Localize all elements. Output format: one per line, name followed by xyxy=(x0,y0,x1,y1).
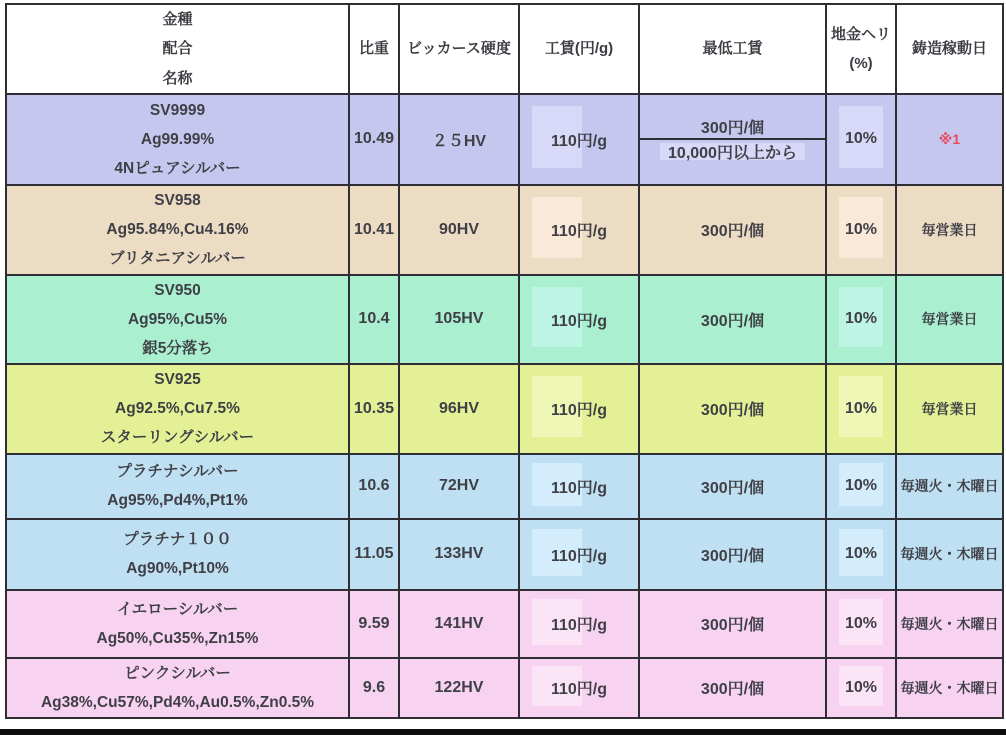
wage-cell: 110円/g xyxy=(519,185,639,275)
metal-composition: Ag38%,Cu57%,Pd4%,Au0.5%,Zn0.5% xyxy=(40,693,315,711)
metal-code: SV925 xyxy=(154,371,201,389)
metal-composition: Ag99.99% xyxy=(140,130,215,148)
metal-composition: Ag95%,Pd4%,Pt1% xyxy=(107,492,248,510)
casting-days-cell: 毎週火・木曜日 xyxy=(896,658,1003,718)
metal-name-cell xyxy=(6,364,349,454)
table-row-pink-silver xyxy=(6,658,1003,718)
table-row-sv9999 xyxy=(6,94,1003,185)
vickers-hardness-cell: 90HV xyxy=(399,185,519,275)
vickers-hardness-cell: 96HV xyxy=(399,364,519,454)
table-row-sv950 xyxy=(6,275,1003,364)
header-metal-line: 金種 xyxy=(162,11,193,28)
min-wage-cell-split xyxy=(639,94,826,185)
vickers-hardness-cell: ２５HV xyxy=(399,94,519,185)
specific-gravity-cell: 11.05 xyxy=(349,519,399,590)
header-min-wage: 最低工賃 xyxy=(639,4,826,94)
metal-name-cell xyxy=(6,185,349,275)
casting-days-cell: 毎営業日 xyxy=(896,185,1003,275)
header-row xyxy=(6,4,1003,94)
metal-loss-cell: 10% xyxy=(826,364,896,454)
header-vickers-hardness: ビッカース硬度 xyxy=(399,4,519,94)
metal-name: 銀5分落ち xyxy=(142,339,213,357)
specific-gravity-cell: 10.41 xyxy=(349,185,399,275)
metal-loss-cell: 10% xyxy=(826,454,896,519)
metal-name: 4Nピュアシルバー xyxy=(114,159,241,177)
specific-gravity-cell: 10.35 xyxy=(349,364,399,454)
specific-gravity-cell: 10.4 xyxy=(349,275,399,364)
specific-gravity-cell: 10.49 xyxy=(349,94,399,185)
metal-loss-cell: 10% xyxy=(826,590,896,658)
metal-pricing-table xyxy=(5,3,1004,719)
wage-cell: 110円/g xyxy=(519,658,639,718)
wage-cell: 110円/g xyxy=(519,94,639,185)
vickers-hardness-cell: 122HV xyxy=(399,658,519,718)
metal-name-cell xyxy=(6,590,349,658)
casting-days-cell: 毎営業日 xyxy=(896,364,1003,454)
metal-loss-cell: 10% xyxy=(826,275,896,364)
metal-name-cell xyxy=(6,658,349,718)
metal-code: SV958 xyxy=(154,192,201,210)
metal-composition: Ag95.84%,Cu4.16% xyxy=(106,221,249,239)
header-metal-loss-line1: 地金ヘリ xyxy=(830,25,891,43)
metal-name-cell xyxy=(6,275,349,364)
min-wage-cell: 300円/個 xyxy=(639,454,826,519)
min-wage-cell: 300円/個 xyxy=(639,364,826,454)
wage-cell: 110円/g xyxy=(519,364,639,454)
min-wage-cell: 300円/個 xyxy=(639,185,826,275)
metal-composition: Ag95%,Cu5% xyxy=(127,310,228,328)
header-wage: 工賃(円/g) xyxy=(519,4,639,94)
specific-gravity-cell: 10.6 xyxy=(349,454,399,519)
vickers-hardness-cell: 72HV xyxy=(399,454,519,519)
header-metal-loss-line2: (%) xyxy=(849,54,873,72)
metal-code: SV9999 xyxy=(149,101,206,119)
metal-name: プラチナシルバー xyxy=(116,463,239,481)
bottom-border-bar xyxy=(0,729,1006,735)
header-metal-composition-name xyxy=(6,4,349,94)
table-row-yellow-silver xyxy=(6,590,1003,658)
metal-code: SV950 xyxy=(154,281,201,299)
min-wage-per-piece: 300円/個 xyxy=(640,115,825,140)
metal-name: ピンクシルバー xyxy=(124,664,231,682)
metal-loss-cell: 10% xyxy=(826,94,896,185)
casting-days-cell: 毎週火・木曜日 xyxy=(896,590,1003,658)
header-casting-days: 鋳造稼動日 xyxy=(896,4,1003,94)
metal-composition: Ag50%,Cu35%,Zn15% xyxy=(96,629,259,647)
min-wage-cell: 300円/個 xyxy=(639,275,826,364)
header-name-line: 名称 xyxy=(162,69,193,87)
min-wage-cell: 300円/個 xyxy=(639,519,826,590)
wage-cell: 110円/g xyxy=(519,454,639,519)
table-row-sv958 xyxy=(6,185,1003,275)
specific-gravity-cell: 9.6 xyxy=(349,658,399,718)
casting-days-cell: 毎週火・木曜日 xyxy=(896,454,1003,519)
metal-loss-cell: 10% xyxy=(826,519,896,590)
metal-name: スターリングシルバー xyxy=(100,429,255,447)
casting-days-cell: 毎週火・木曜日 xyxy=(896,519,1003,590)
min-wage-cell: 300円/個 xyxy=(639,658,826,718)
header-metal-loss xyxy=(826,4,896,94)
table-row-platinum-100 xyxy=(6,519,1003,590)
metal-name-cell xyxy=(6,519,349,590)
vickers-hardness-cell: 105HV xyxy=(399,275,519,364)
metal-composition: Ag92.5%,Cu7.5% xyxy=(115,400,240,418)
header-specific-gravity: 比重 xyxy=(349,4,399,94)
vickers-hardness-cell: 133HV xyxy=(399,519,519,590)
table-row-platinum-silver xyxy=(6,454,1003,519)
metal-name-cell xyxy=(6,454,349,519)
metal-loss-cell: 10% xyxy=(826,658,896,718)
casting-days-cell: 毎営業日 xyxy=(896,275,1003,364)
wage-cell: 110円/g xyxy=(519,519,639,590)
specific-gravity-cell: 9.59 xyxy=(349,590,399,658)
min-wage-cell: 300円/個 xyxy=(639,590,826,658)
wage-cell: 110円/g xyxy=(519,590,639,658)
metal-composition: Ag90%,Pt10% xyxy=(126,560,229,578)
metal-name: ブリタニアシルバー xyxy=(109,250,246,268)
metal-name-cell xyxy=(6,94,349,185)
min-wage-threshold: 10,000円以上から xyxy=(640,140,825,163)
metal-loss-cell: 10% xyxy=(826,185,896,275)
casting-days-cell: ※1 xyxy=(896,94,1003,185)
table-row-sv925 xyxy=(6,364,1003,454)
wage-cell: 110円/g xyxy=(519,275,639,364)
vickers-hardness-cell: 141HV xyxy=(399,590,519,658)
metal-name: イエローシルバー xyxy=(116,600,239,618)
metal-name: プラチナ１００ xyxy=(123,531,232,549)
header-composition-line: 配合 xyxy=(162,40,193,58)
